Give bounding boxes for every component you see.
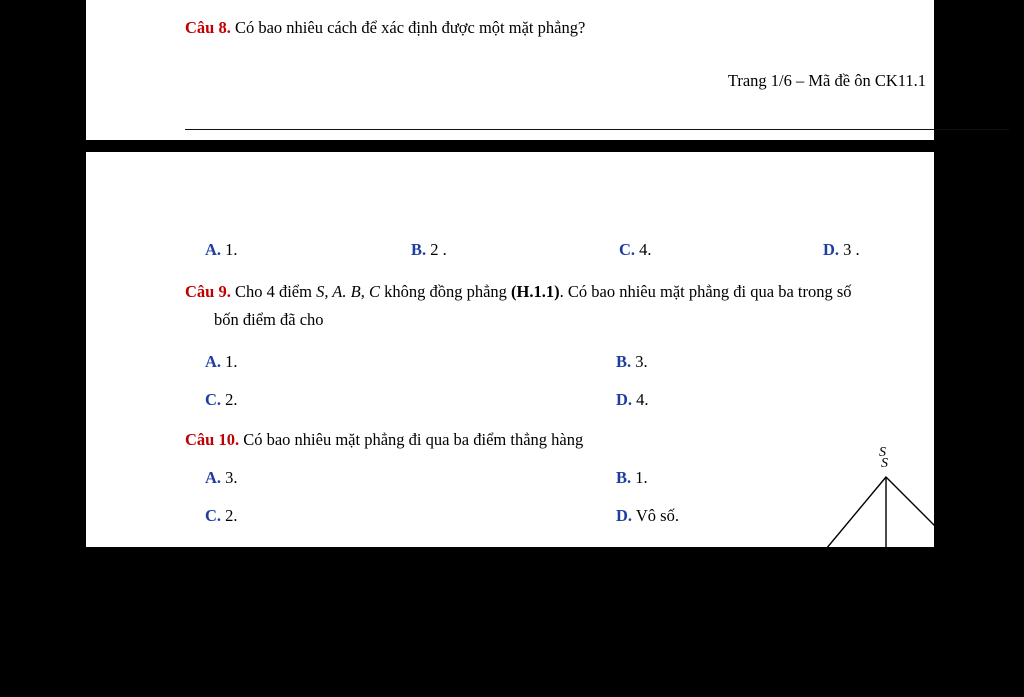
q9-option-d-text: 4. <box>636 390 649 409</box>
q9-option-d <box>616 390 649 410</box>
q8-option-c <box>619 240 652 260</box>
q9-option-c-text: 2. <box>225 390 238 409</box>
q9-option-d-letter: D. <box>616 390 633 409</box>
q10-option-c <box>205 506 238 526</box>
q9-option-b-letter: B. <box>616 352 632 371</box>
q10-option-d <box>616 506 679 526</box>
q10-option-b-letter: B. <box>616 468 632 487</box>
q9-option-a-letter: A. <box>205 352 222 371</box>
figure-caption: Hình 1.1 <box>706 587 762 603</box>
q9-option-b <box>616 352 648 372</box>
tetrahedron-diagram <box>776 447 1024 677</box>
vertex-b: B <box>880 659 889 674</box>
question-8-label: Câu 8. <box>185 18 231 37</box>
q8-option-a-text: 1. <box>225 240 238 259</box>
question-10-heading <box>185 430 583 450</box>
vertex-a: A <box>766 587 775 602</box>
q8-option-c-text: 4. <box>639 240 652 259</box>
q10-option-d-letter: D. <box>616 506 633 525</box>
question-9-figure-ref: (H.1.1) <box>511 282 560 301</box>
q10-option-b <box>616 468 648 488</box>
paper-panel-bottom <box>86 152 1021 674</box>
q10-option-c-letter: C. <box>205 506 222 525</box>
q8-option-b-text: 2 . <box>430 240 447 259</box>
question-9-text-mid: không đồng phẳng <box>379 282 512 301</box>
q8-option-b-letter: B. <box>411 240 427 259</box>
q9-option-c <box>205 390 238 410</box>
q8-option-c-letter: C. <box>619 240 636 259</box>
vertex-s: S <box>879 445 886 460</box>
horizontal-rule <box>185 129 1009 130</box>
q8-option-a <box>205 240 238 260</box>
question-9-points: S, A. B, C <box>316 282 380 301</box>
q10-option-d-text: Vô số. <box>635 506 679 525</box>
q10-option-a <box>205 468 238 488</box>
screenshot-black-band <box>0 140 1024 152</box>
q10-option-a-text: 3. <box>225 468 238 487</box>
question-9-label: Câu 9. <box>185 282 231 301</box>
paper-panel-top <box>86 0 934 140</box>
q9-option-b-text: 3. <box>635 352 648 371</box>
question-10-label: Câu 10. <box>185 430 240 449</box>
q8-option-a-letter: A. <box>205 240 222 259</box>
q10-option-b-text: 1. <box>635 468 648 487</box>
question-8-text: Có bao nhiêu cách để xác định được một mặt phẳng? <box>234 18 586 37</box>
q8-option-d-letter: D. <box>823 240 840 259</box>
question-9-heading <box>185 282 852 302</box>
q8-option-d <box>823 240 860 260</box>
q9-option-a-text: 1. <box>225 352 238 371</box>
question-9-text-pre: Cho 4 điểm <box>234 282 317 301</box>
q9-option-c-letter: C. <box>205 390 222 409</box>
q10-option-a-letter: A. <box>205 468 222 487</box>
vertex-label-s: S <box>881 456 888 471</box>
question-10-text: Có bao nhiêu mặt phẳng đi qua ba điểm thẳng hàng <box>243 430 584 449</box>
q9-option-a <box>205 352 238 372</box>
page-footer-text: Trang 1/6 – Mã đề ôn CK11.1 <box>727 71 926 90</box>
question-9-text-post: . Có bao nhiêu mặt phẳng đi qua ba trong số <box>559 282 852 301</box>
question-8-heading <box>185 18 585 38</box>
q10-option-c-text: 2. <box>225 506 238 525</box>
question-9-text-line2: bốn điểm đã cho <box>214 310 324 329</box>
figure-1-1 <box>706 447 1024 697</box>
vertex-c: C <box>1011 587 1021 602</box>
q8-option-d-text: 3 . <box>843 240 860 259</box>
q8-option-b <box>411 240 447 260</box>
